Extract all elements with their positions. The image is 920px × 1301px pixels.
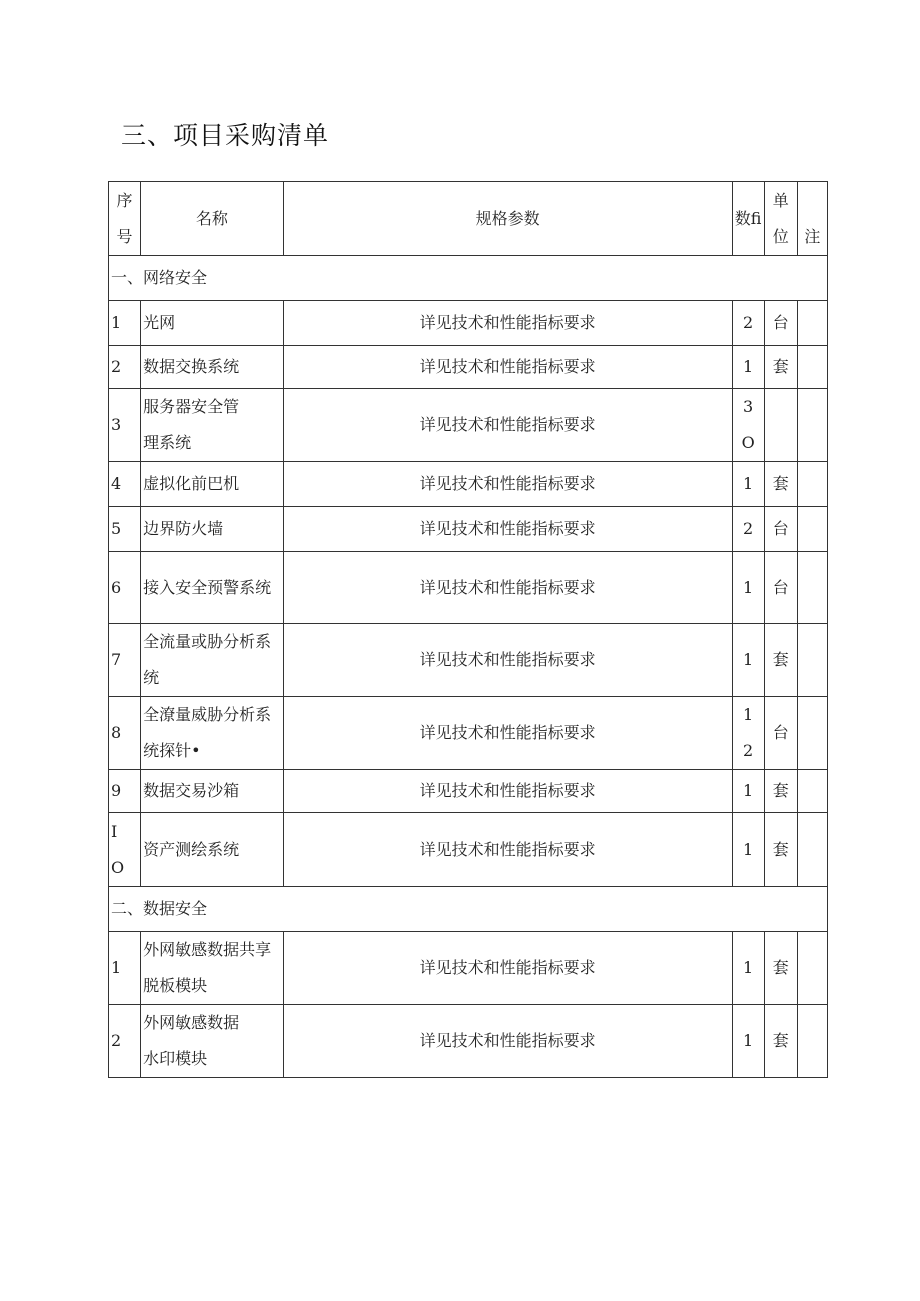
table-row	[109, 1005, 828, 1078]
row-spec: 详见技术和性能指标要求	[283, 1005, 732, 1078]
row-unit: 套	[764, 770, 797, 813]
row-spec: 详见技术和性能指标要求	[283, 697, 732, 770]
table-row	[109, 462, 828, 507]
row-note	[797, 346, 827, 389]
row-note	[797, 389, 827, 462]
row-unit: 套	[764, 346, 797, 389]
row-unit: 套	[764, 932, 797, 1005]
row-name: 接入安全预警系统	[141, 552, 284, 624]
row-note	[797, 462, 827, 507]
row-seq: 6	[109, 552, 141, 624]
header-qty: 数fi	[732, 182, 764, 256]
table-row	[109, 507, 828, 552]
row-unit: 台	[764, 301, 797, 346]
row-spec: 详见技术和性能指标要求	[283, 346, 732, 389]
row-name: 服务器安全管 理系统	[141, 389, 284, 462]
row-note	[797, 770, 827, 813]
row-name: 外网敏感数据 水印模块	[141, 1005, 284, 1078]
page-title: 三、项目采购清单	[121, 121, 330, 150]
row-unit	[764, 389, 797, 462]
table-row	[109, 813, 828, 887]
section-label: 二、数据安全	[109, 887, 828, 932]
row-seq: 1	[109, 932, 141, 1005]
row-spec: 详见技术和性能指标要求	[283, 932, 732, 1005]
procurement-table	[108, 181, 828, 1078]
row-qty: 1 2	[732, 697, 764, 770]
row-note	[797, 624, 827, 697]
row-qty: 3 O	[732, 389, 764, 462]
table-row	[109, 624, 828, 697]
row-qty: 2	[732, 507, 764, 552]
row-note	[797, 697, 827, 770]
row-note	[797, 932, 827, 1005]
row-unit: 台	[764, 507, 797, 552]
header-unit: 单 位	[764, 182, 797, 256]
table-row	[109, 552, 828, 624]
row-name: 全潦量威胁分析系 统探针•	[141, 697, 284, 770]
row-seq: 1	[109, 301, 141, 346]
table-row	[109, 346, 828, 389]
row-seq: 9	[109, 770, 141, 813]
row-unit: 套	[764, 1005, 797, 1078]
row-qty: 1	[732, 770, 764, 813]
section-label: 一、网络安全	[109, 256, 828, 301]
row-qty: 1	[732, 346, 764, 389]
row-qty: 1	[732, 552, 764, 624]
row-qty: 1	[732, 462, 764, 507]
row-name: 光网	[141, 301, 284, 346]
row-unit: 套	[764, 624, 797, 697]
row-note	[797, 813, 827, 887]
row-name: 数据交易沙箱	[141, 770, 284, 813]
row-seq: I O	[109, 813, 141, 887]
row-name: 虚拟化前巴机	[141, 462, 284, 507]
header-spec: 规格参数	[283, 182, 732, 256]
row-seq: 5	[109, 507, 141, 552]
table-row	[109, 697, 828, 770]
row-qty: 1	[732, 1005, 764, 1078]
table-header-row	[109, 182, 828, 256]
table-row	[109, 932, 828, 1005]
table-row	[109, 389, 828, 462]
row-note	[797, 552, 827, 624]
row-seq: 3	[109, 389, 141, 462]
header-seq: 序 号	[109, 182, 141, 256]
header-name: 名称	[141, 182, 284, 256]
row-note	[797, 301, 827, 346]
row-spec: 详见技术和性能指标要求	[283, 462, 732, 507]
row-spec: 详见技术和性能指标要求	[283, 552, 732, 624]
row-qty: 1	[732, 813, 764, 887]
row-spec: 详见技术和性能指标要求	[283, 813, 732, 887]
table-row	[109, 770, 828, 813]
row-unit: 套	[764, 813, 797, 887]
row-note	[797, 507, 827, 552]
row-spec: 详见技术和性能指标要求	[283, 507, 732, 552]
row-name: 边界防火墙	[141, 507, 284, 552]
row-seq: 4	[109, 462, 141, 507]
row-seq: 2	[109, 1005, 141, 1078]
row-name: 资产测绘系统	[141, 813, 284, 887]
row-seq: 7	[109, 624, 141, 697]
row-qty: 2	[732, 301, 764, 346]
row-name: 外网敏感数据共享 脱板模块	[141, 932, 284, 1005]
table-body	[109, 182, 828, 1078]
row-seq: 8	[109, 697, 141, 770]
row-unit: 台	[764, 697, 797, 770]
row-note	[797, 1005, 827, 1078]
section-row	[109, 887, 828, 932]
row-unit: 套	[764, 462, 797, 507]
row-spec: 详见技术和性能指标要求	[283, 624, 732, 697]
row-name: 全流量或胁分析系 统	[141, 624, 284, 697]
row-spec: 详见技术和性能指标要求	[283, 389, 732, 462]
row-name: 数据交换系统	[141, 346, 284, 389]
row-unit: 台	[764, 552, 797, 624]
table-row	[109, 301, 828, 346]
row-qty: 1	[732, 932, 764, 1005]
row-qty: 1	[732, 624, 764, 697]
row-seq: 2	[109, 346, 141, 389]
header-note: 注	[797, 182, 827, 256]
row-spec: 详见技术和性能指标要求	[283, 301, 732, 346]
row-spec: 详见技术和性能指标要求	[283, 770, 732, 813]
section-row	[109, 256, 828, 301]
